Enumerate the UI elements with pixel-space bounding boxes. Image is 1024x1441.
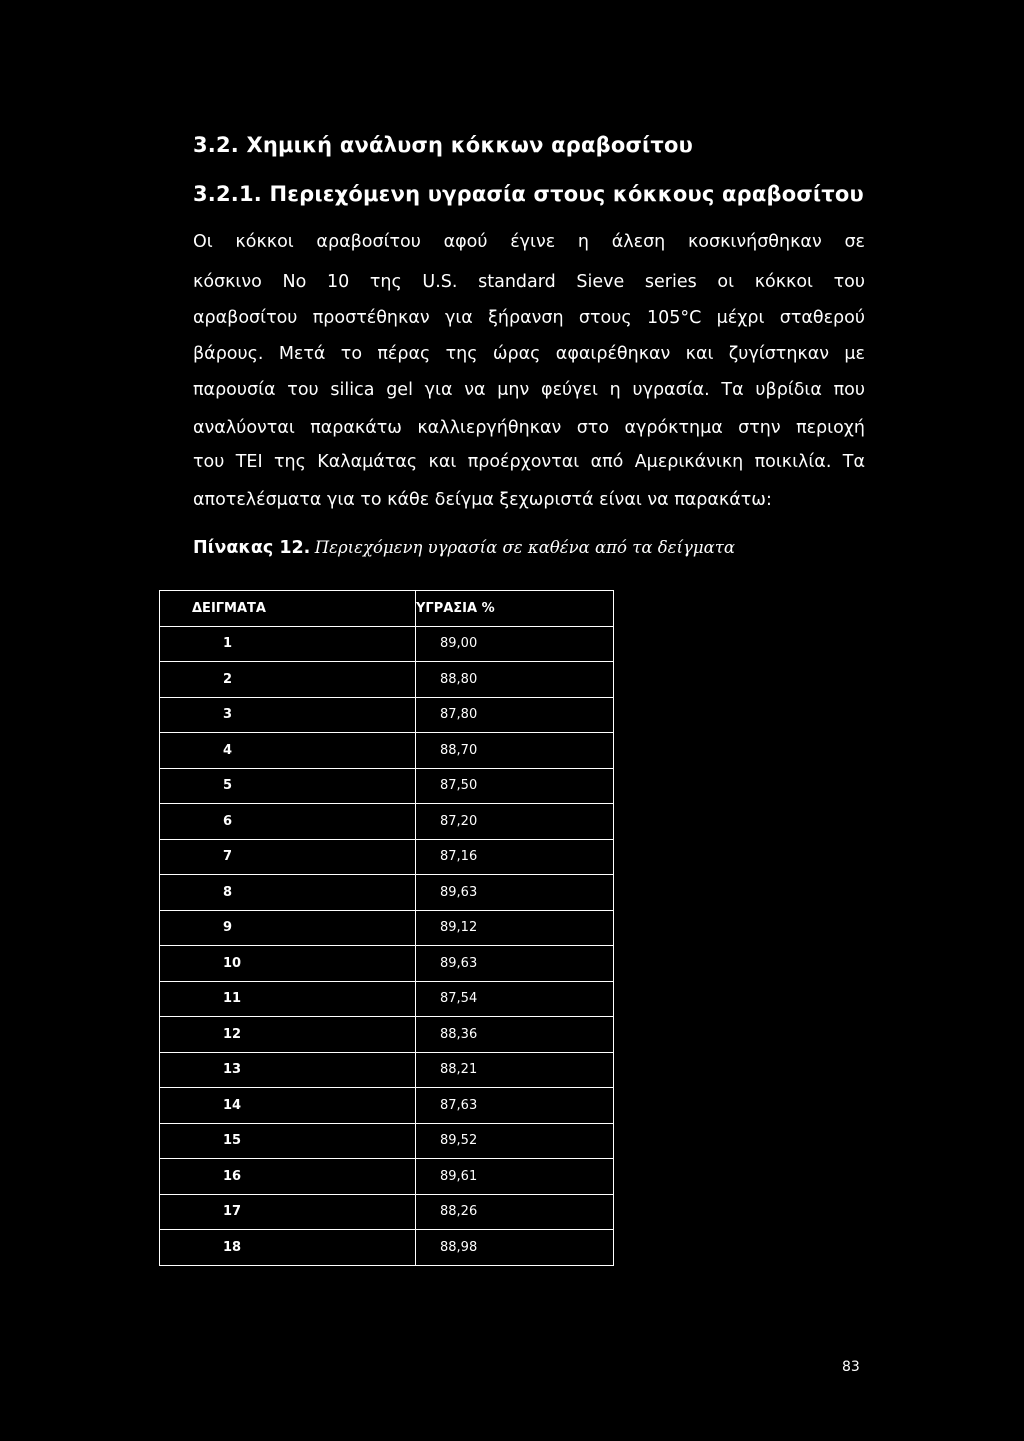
table-row	[160, 662, 614, 698]
table-row	[160, 768, 614, 804]
table-row	[160, 1194, 614, 1230]
table-row	[160, 839, 614, 875]
sample-number-cell: 16	[160, 1159, 416, 1195]
sample-number-cell: 8	[160, 875, 416, 911]
sample-number-cell: 18	[160, 1230, 416, 1266]
paragraph-line: Οι κόκκοι αραβοσίτου αφού έγινε η άλεση κοσκινήσθηκαν σε	[193, 232, 865, 252]
sample-number-cell: 11	[160, 981, 416, 1017]
table-row	[160, 697, 614, 733]
table-row	[160, 875, 614, 911]
humidity-value-cell: 88,26	[416, 1194, 614, 1230]
table-caption	[193, 537, 735, 558]
paragraph-line: του ΤΕΙ της Καλαμάτας και προέρχονται από Αμερικάνικη ποικιλία. Τα	[193, 452, 865, 472]
table-row	[160, 1123, 614, 1159]
paragraph-line: αποτελέσματα για το κάθε δείγμα ξεχωριστά είναι να παρακάτω:	[193, 490, 772, 510]
sample-number-cell: 2	[160, 662, 416, 698]
paragraph-line: αραβοσίτου προστέθηκαν για ξήρανση στους 105°C μέχρι σταθερού	[193, 308, 865, 328]
table-row	[160, 981, 614, 1017]
sample-number-cell: 15	[160, 1123, 416, 1159]
humidity-value-cell: 89,12	[416, 910, 614, 946]
caption-text: Περιεχόμενη υγρασία σε καθένα από τα δείγματα	[314, 538, 735, 557]
sample-number-cell: 17	[160, 1194, 416, 1230]
sample-number-cell: 6	[160, 804, 416, 840]
humidity-value-cell: 87,80	[416, 697, 614, 733]
humidity-value-cell: 88,21	[416, 1052, 614, 1088]
humidity-value-cell: 87,16	[416, 839, 614, 875]
sample-number-cell: 1	[160, 626, 416, 662]
humidity-value-cell: 89,00	[416, 626, 614, 662]
paragraph-line: αναλύονται παρακάτω καλλιεργήθηκαν στο αγρόκτημα στην περιοχή	[193, 418, 865, 438]
header-humidity: ΥΓΡΑΣΙΑ %	[416, 591, 614, 627]
sample-number-cell: 3	[160, 697, 416, 733]
table-row	[160, 1230, 614, 1266]
humidity-value-cell: 88,36	[416, 1017, 614, 1053]
sample-number-cell: 9	[160, 910, 416, 946]
caption-label: Πίνακας 12.	[193, 538, 311, 558]
table-row	[160, 1088, 614, 1124]
humidity-value-cell: 87,63	[416, 1088, 614, 1124]
humidity-value-cell: 89,52	[416, 1123, 614, 1159]
paragraph-line: κόσκινο No 10 της U.S. standard Sieve series οι κόκκοι του	[193, 272, 865, 292]
table-row	[160, 804, 614, 840]
subsection-heading: 3.2.1. Περιεχόμενη υγρασία στους κόκκους αραβοσίτου	[193, 182, 864, 206]
header-samples: ΔΕΙΓΜΑΤΑ	[160, 591, 416, 627]
table-row	[160, 1052, 614, 1088]
humidity-value-cell: 89,63	[416, 946, 614, 982]
sample-number-cell: 7	[160, 839, 416, 875]
sample-number-cell: 13	[160, 1052, 416, 1088]
paragraph-line: παρουσία του silica gel για να μην φεύγει η υγρασία. Τα υβρίδια που	[193, 380, 865, 400]
section-heading: 3.2. Χημική ανάλυση κόκκων αραβοσίτου	[193, 133, 694, 157]
humidity-value-cell: 89,61	[416, 1159, 614, 1195]
humidity-value-cell: 88,80	[416, 662, 614, 698]
humidity-value-cell: 88,98	[416, 1230, 614, 1266]
sample-number-cell: 12	[160, 1017, 416, 1053]
sample-number-cell: 5	[160, 768, 416, 804]
sample-number-cell: 14	[160, 1088, 416, 1124]
humidity-value-cell: 89,63	[416, 875, 614, 911]
table-row	[160, 1017, 614, 1053]
sample-number-cell: 4	[160, 733, 416, 769]
humidity-value-cell: 87,54	[416, 981, 614, 1017]
humidity-value-cell: 88,70	[416, 733, 614, 769]
sample-number-cell: 10	[160, 946, 416, 982]
humidity-value-cell: 87,20	[416, 804, 614, 840]
paragraph-line: βάρους. Μετά το πέρας της ώρας αφαιρέθηκαν και ζυγίστηκαν με	[193, 344, 865, 364]
page-number: 83	[842, 1359, 860, 1375]
table-row	[160, 1159, 614, 1195]
table-row	[160, 910, 614, 946]
humidity-value-cell: 87,50	[416, 768, 614, 804]
table-row	[160, 733, 614, 769]
table-row	[160, 946, 614, 982]
table-header-row	[160, 591, 614, 627]
humidity-table	[159, 590, 614, 1266]
table-row	[160, 626, 614, 662]
